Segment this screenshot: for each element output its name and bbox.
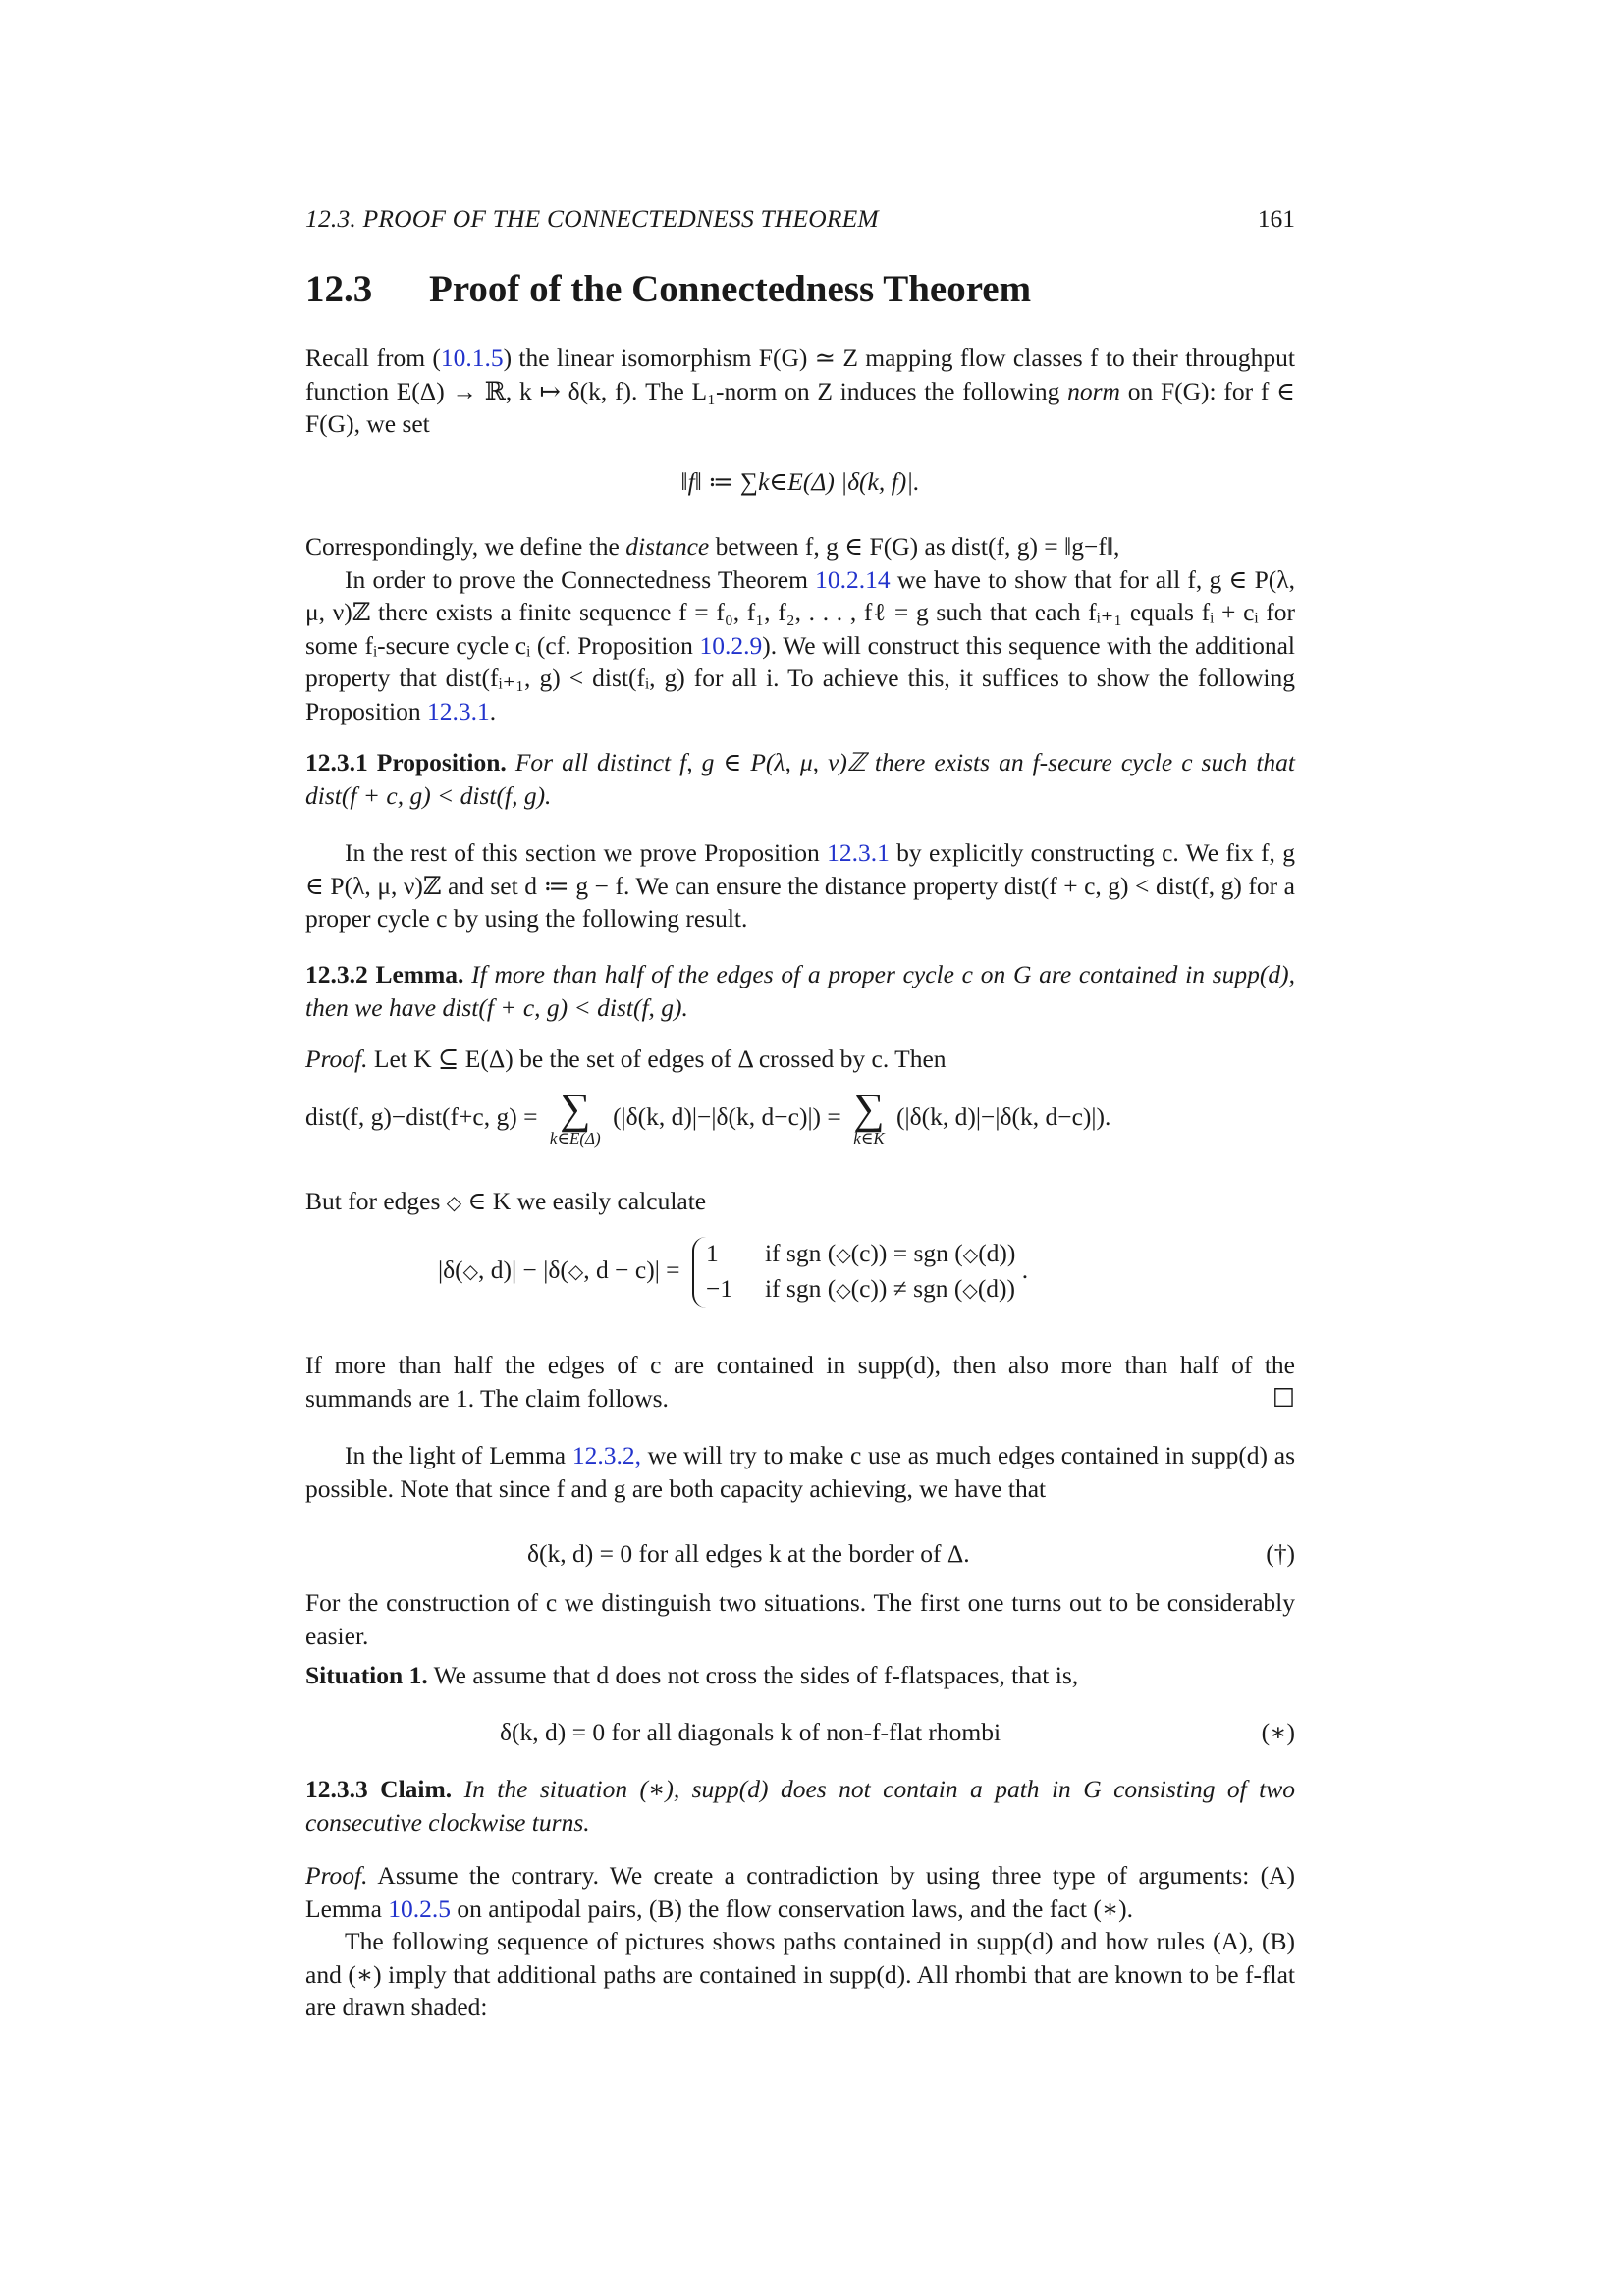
running-header (305, 204, 1295, 234)
rhombus-icon: ◇ (568, 1260, 584, 1283)
star-equation (305, 1716, 1295, 1749)
ref-12-3-1-b[interactable]: 12.3.1 (827, 838, 890, 867)
case-1-value: 1 (705, 1239, 719, 1267)
edges-text-2: ∈ K we easily calculate (461, 1187, 707, 1215)
proposition-text: For all distinct f, g ∈ P(λ, μ, ν)ℤ there exists an f-secure cycle c such that dist(f + c, g) < dist(f, g). (305, 748, 1295, 810)
distance-word: distance (625, 532, 710, 561)
case-1-cond-c: (d)) (978, 1239, 1016, 1267)
ref-10-2-9[interactable]: 10.2.9 (699, 630, 763, 660)
dist-equation (305, 1085, 1295, 1148)
dist-eq-lhs: dist(f, g)−dist(f+c, g) = (305, 1101, 538, 1131)
case-1-cond-a: if sgn ( (764, 1239, 837, 1267)
proof-2 (305, 1859, 1295, 2024)
construction-paragraph (305, 1586, 1295, 1652)
border-equation (305, 1537, 1295, 1571)
cases-block (692, 1237, 1015, 1308)
page-number: 161 (1257, 204, 1295, 233)
ref-10-1-5[interactable]: 10.1.5 (440, 344, 504, 372)
edges-text-1: But for edges (305, 1187, 447, 1215)
case-2 (706, 1272, 1015, 1308)
cases-lhs-a: |δ( (438, 1255, 463, 1284)
proof-2-label: Proof. (305, 1861, 368, 1890)
rest-text-1: In the rest of this section we prove Proposition (345, 838, 828, 867)
section-number: 12.3 (305, 268, 373, 310)
case-2-value: −1 (705, 1274, 733, 1303)
claim-text: In the situation (∗), supp(d) does not contain a path in G consisting of two consecutive clockwise turns. (305, 1775, 1296, 1837)
case-2-cond-b: (c)) ≠ sgn ( (850, 1274, 963, 1303)
sum-1-limit: k∈E(Δ) (549, 1129, 601, 1148)
proof-1 (305, 1042, 1295, 1076)
pictures-paragraph: The following sequence of pictures shows paths contained in supp(d) and how rules (A), (B) and (∗) imply that additional paths are contained in supp(d). All rhombi that are known to be f-flat are drawn shaded: (305, 1927, 1295, 2021)
case-1 (706, 1237, 1015, 1272)
plan-text-1: In order to prove the Connectedness Theorem (345, 564, 816, 594)
proposition-label: 12.3.1 Proposition. (305, 748, 507, 776)
proposition (305, 746, 1295, 812)
rhombus-icon: ◇ (836, 1245, 851, 1266)
intro-paragraph (305, 342, 1295, 441)
case-2-cond-c: (d)) (977, 1274, 1016, 1303)
distance-text-1: Correspondingly, we define the (305, 532, 626, 561)
edges-paragraph (305, 1185, 1295, 1221)
distance-text-2: between f, g ∈ F(G) as dist(f, g) = ‖g−f‖, (709, 532, 1120, 561)
section-title: Proof of the Connectedness Theorem (429, 268, 1032, 310)
intro-text-2: ) the linear isomorphism F(G) ≃ Z mapping flow classes f to their throughput function E(Δ) → ℝ, k ↦ δ(k, f). The L₁-norm on Z induces the following (305, 344, 1295, 405)
rhombus-icon: ◇ (462, 1260, 479, 1283)
cases-lhs-b: , d)| − |δ( (478, 1255, 568, 1284)
rest-text-2: by explicitly constructing c. We fix f, g ∈ P(λ, μ, ν)ℤ and set d ≔ g − f. We can ensure the distance property dist(f + c, g) < dist(f, g) for a proper cycle c by using the following result. (305, 838, 1296, 933)
rhombus-icon: ◇ (962, 1245, 979, 1266)
case-1-cond-b: (c)) = sgn ( (850, 1239, 963, 1267)
ref-10-2-14[interactable]: 10.2.14 (815, 564, 891, 594)
rhombus-icon: ◇ (836, 1280, 851, 1302)
ref-10-2-5[interactable]: 10.2.5 (388, 1894, 452, 1923)
plan-text-2: we have to show that for all f, g ∈ P(λ, μ, ν)ℤ there exists a finite sequence f = f₀, f₁, f₂, . . . , fℓ = g such that each fᵢ₊₁ equals fᵢ + cᵢ for some fᵢ-secure cycle cᵢ (cf. Proposition (305, 564, 1295, 660)
qed-symbol: ☐ (1272, 1383, 1295, 1413)
ref-12-3-1[interactable]: 12.3.1 (426, 696, 490, 725)
construction-text: For the construction of c we distinguish two situations. The first one turns out to be considerably easier. (305, 1588, 1295, 1650)
claim-label: 12.3.3 Claim. (305, 1775, 453, 1803)
rhombus-icon: ◇ (962, 1280, 978, 1302)
light-text-1: In the light of Lemma (345, 1441, 572, 1469)
dist-eq-equals: = (827, 1101, 841, 1131)
lemma-label: 12.3.2 Lemma. (305, 960, 464, 988)
proof-2-text-2: on antipodal pairs, (B) the flow conservation laws, and the fact (∗). (451, 1894, 1134, 1923)
intro-text-3: on F(G): for f ∈ F(G), we set (305, 376, 1295, 438)
star-eq-tag: (∗) (1261, 1718, 1295, 1746)
situation-1 (305, 1659, 1295, 1692)
light-text-2: we will try to make c use as much edges contained in supp(d) as possible. Note that since f and g are both capacity achieving, we have that (305, 1441, 1295, 1503)
border-eq-text: δ(k, d) = 0 for all edges k at the border of Δ. (527, 1539, 970, 1568)
rest-paragraph (305, 836, 1295, 935)
proof-2-text-1: Assume the contrary. We create a contradiction by using three type of arguments: (A) Lemma (305, 1861, 1295, 1923)
running-title: 12.3. PROOF OF THE CONNECTEDNESS THEOREM (305, 204, 879, 233)
intro-text-1: Recall from ( (305, 344, 441, 372)
sum-1: ∑ k∈E(Δ) (549, 1085, 601, 1148)
cases-end: . (1021, 1255, 1029, 1284)
norm-equation-text: ‖f‖ ≔ ∑k∈E(Δ) |δ(k, f)|. (680, 467, 920, 496)
dist-eq-term-2: (|δ(k, d)|−|δ(k, d−c)|). (896, 1101, 1111, 1131)
plan-text-4: . (489, 696, 497, 725)
sum-2: ∑ k∈K (853, 1085, 885, 1148)
plan-paragraph (305, 563, 1295, 728)
claim (305, 1773, 1295, 1839)
lemma (305, 958, 1295, 1024)
half-text: If more than half the edges of c are contained in supp(d), then also more than half of the summands are 1. The claim follows. (305, 1351, 1295, 1413)
proof-1-label: Proof. (305, 1044, 368, 1073)
proof-1-text: Let K ⊆ E(Δ) be the set of edges of Δ crossed by c. Then (367, 1044, 947, 1073)
half-paragraph (305, 1349, 1295, 1415)
dist-eq-term-1: (|δ(k, d)|−|δ(k, d−c)|) (613, 1101, 822, 1131)
light-paragraph (305, 1439, 1295, 1505)
case-2-cond-a: if sgn ( (764, 1274, 837, 1303)
norm-word: norm (1067, 376, 1120, 405)
ref-12-3-2[interactable]: 12.3.2, (571, 1441, 641, 1469)
section-heading (305, 267, 1031, 311)
cases-equation (305, 1237, 1295, 1308)
sum-2-limit: k∈K (853, 1129, 885, 1148)
norm-equation (305, 465, 1295, 499)
situation-1-text: We assume that d does not cross the sides of f-flatspaces, that is, (427, 1661, 1079, 1689)
situation-1-label: Situation 1. (305, 1661, 428, 1689)
cases-lhs-c: , d − c)| = (583, 1255, 680, 1284)
distance-paragraph (305, 530, 1295, 727)
border-eq-tag: (†) (1266, 1539, 1295, 1568)
lemma-text: If more than half of the edges of a proper cycle c on G are contained in supp(d), then we have dist(f + c, g) < dist(f, g). (305, 960, 1296, 1022)
plan-text-3: ). We will construct this sequence with the additional property that dist(fᵢ₊₁, g) < dist(fᵢ, g) for all i. To achieve this, it suffices to show the following Proposition (305, 630, 1295, 725)
rhombus-icon: ◇ (446, 1193, 462, 1214)
star-eq-text: δ(k, d) = 0 for all diagonals k of non-f-flat rhombi (500, 1718, 1001, 1746)
